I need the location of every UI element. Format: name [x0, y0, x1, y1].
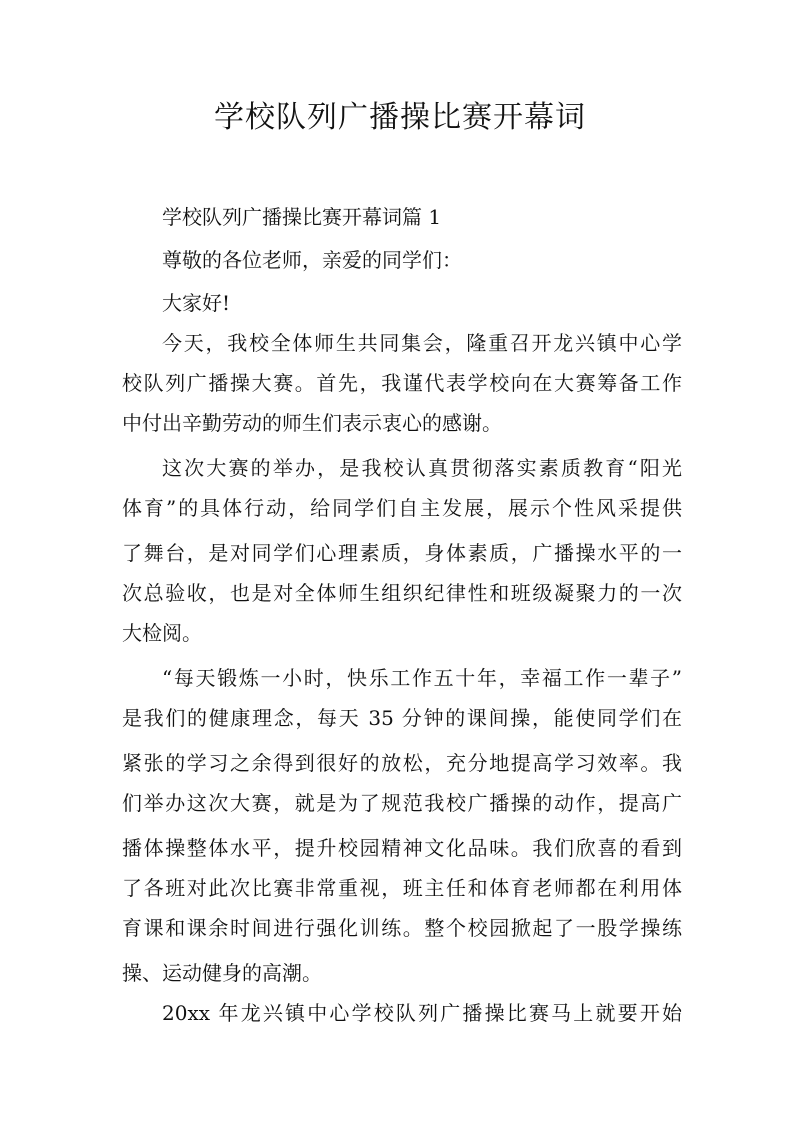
paragraph-1-line-2: 校队列广播操大赛。首先，我谨代表学校向在大赛筹备工作 — [122, 371, 682, 395]
paragraph-2-line-2: 体育”的具体行动，给同学们自主发展，展示个性风采提供 — [122, 496, 682, 520]
paragraph-3-line-7: 育课和课余时间进行强化训练。整个校园掀起了一股学操练 — [122, 916, 682, 940]
paragraph-1-line-1: 今天，我校全体师生共同集会，隆重召开龙兴镇中心学 — [162, 331, 682, 355]
paragraph-2-line-4: 次总验收，也是对全体师生组织纪律性和班级凝聚力的一次 — [122, 581, 682, 605]
paragraph-3-line-5: 播体操整体水平，提升校园精神文化品味。我们欣喜的看到 — [122, 836, 682, 860]
paragraph-3-line-2: 是我们的健康理念，每天 35 分钟的课间操，能使同学们在 — [122, 706, 682, 730]
paragraph-2-line-1: 这次大赛的举办，是我校认真贯彻落实素质教育“阳光 — [162, 456, 682, 480]
paragraph-3-line-4: 们举办这次大赛，就是为了规范我校广播操的动作，提高广 — [122, 791, 682, 815]
paragraph-3-line-6: 了各班对此次比赛非常重视，班主任和体育老师都在利用体 — [122, 876, 682, 900]
paragraph-1-line-3: 中付出辛勤劳动的师生们表示衷心的感谢。 — [122, 411, 502, 435]
document-title: 学校队列广播操比赛开幕词 — [214, 100, 586, 135]
paragraph-3-line-8: 操、运动健身的高潮。 — [122, 961, 322, 985]
paragraph-2-line-5: 大检阅。 — [122, 621, 202, 645]
section-heading: 学校队列广播操比赛开幕词篇 1 — [162, 205, 442, 229]
salutation: 尊敬的各位老师，亲爱的同学们： — [162, 248, 462, 272]
paragraph-2-line-3: 了舞台，是对同学们心理素质，身体素质，广播操水平的一 — [122, 541, 682, 565]
paragraph-4-line-1: 20xx 年龙兴镇中心学校队列广播操比赛马上就要开始 — [162, 1001, 682, 1025]
paragraph-3-line-1: “每天锻炼一小时，快乐工作五十年，幸福工作一辈子” — [162, 666, 682, 690]
paragraph-3-line-3: 紧张的学习之余得到很好的放松，充分地提高学习效率。我 — [122, 751, 682, 775]
greeting: 大家好! — [162, 291, 231, 315]
